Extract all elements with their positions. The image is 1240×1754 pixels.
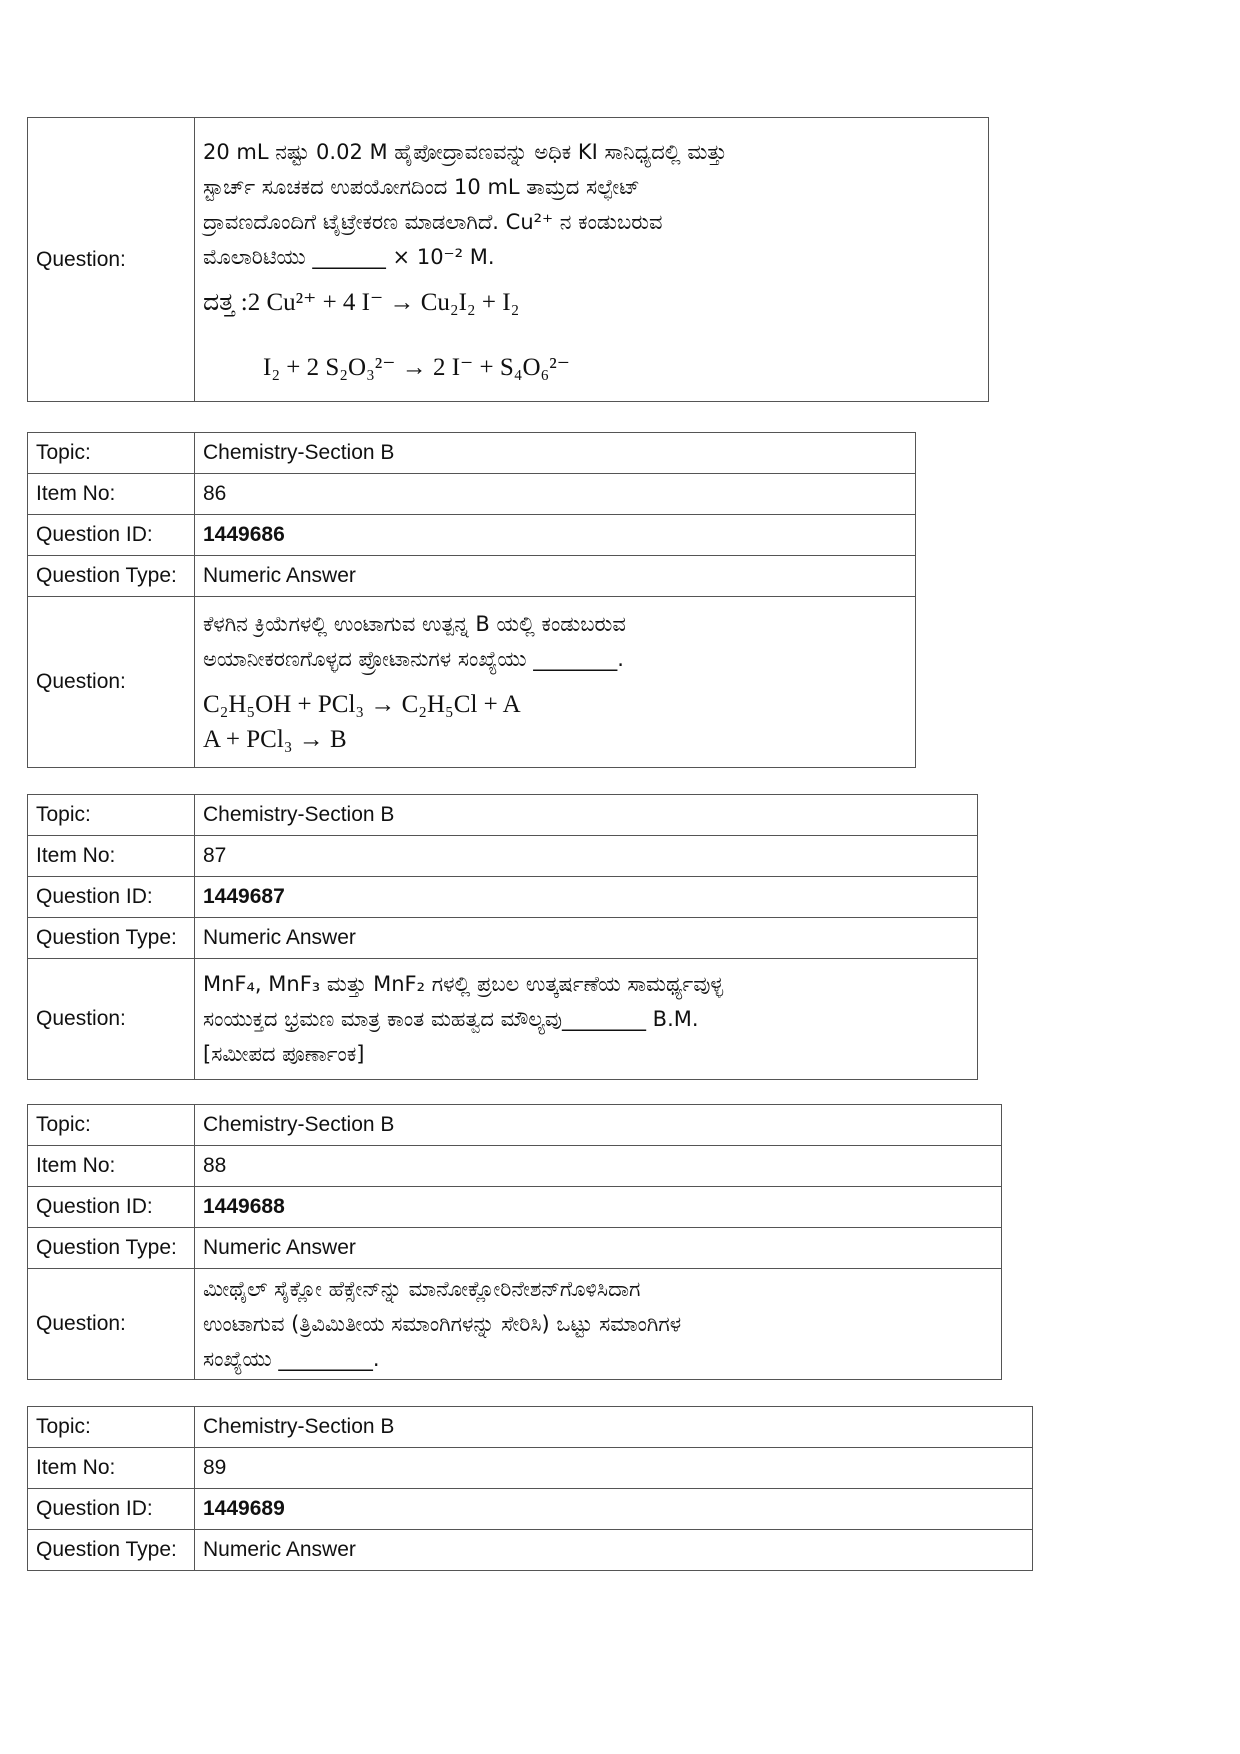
question-type-label: Question Type: — [28, 918, 195, 959]
question-body — [195, 597, 916, 768]
question-id-label: Question ID: — [28, 515, 195, 556]
question-text-line: ದ್ರಾವಣದೊಂದಿಗೆ ಟೈಟ್ರೇಕರಣ ಮಾಡಲಾಗಿದೆ. Cu²⁺ ನ ಕಂಡುಬರುವ — [203, 209, 663, 234]
equation-2: A + PCl₃ → B — [203, 726, 347, 753]
question-id-label: Question ID: — [28, 1489, 195, 1530]
question-id-label: Question ID: — [28, 1187, 195, 1228]
item-no-label: Item No: — [28, 1146, 195, 1187]
topic-value: Chemistry-Section B — [195, 1407, 1033, 1448]
question-88-table — [27, 1104, 1002, 1380]
question-type-label: Question Type: — [28, 1530, 195, 1571]
question-label: Question: — [28, 959, 195, 1080]
topic-value: Chemistry-Section B — [195, 433, 916, 474]
item-no-value: 86 — [195, 474, 916, 515]
question-text-line: ಸಂಯುಕ್ತದ ಭ್ರಮಣ ಮಾತ್ರ ಕಾಂತ ಮಹತ್ವದ ಮೌಲ್ಯವು________ B.M. — [203, 1006, 699, 1031]
question-text-line: ಸ್ಟಾರ್ಚ್ ಸೂಚಕದ ಉಪಯೋಗದಿಂದ 10 mL ತಾಮ್ರದ ಸಲ್ಫೇಟ್ — [203, 174, 640, 199]
question-type-value: Numeric Answer — [195, 1530, 1033, 1571]
question-text-line: 20 mL ನಷ್ಟು 0.02 M ಹೈಪೋದ್ರಾವಣವನ್ನು ಅಧಿಕ KI ಸಾನಿಧ್ಯದಲ್ಲಿ ಮತ್ತು — [203, 139, 727, 164]
question-id-value: 1449689 — [195, 1489, 1033, 1530]
question-type-label: Question Type: — [28, 556, 195, 597]
question-89-table — [27, 1406, 1033, 1571]
question-text-line: ಅಯಾನೀಕರಣಗೊಳ್ಳದ ಪ್ರೋಟಾನುಗಳ ಸಂಖ್ಯೆಯು ________. — [203, 647, 624, 671]
topic-value: Chemistry-Section B — [195, 795, 978, 836]
question-body — [195, 118, 989, 402]
question-body — [195, 1269, 1002, 1380]
topic-label: Topic: — [28, 1407, 195, 1448]
question-type-value: Numeric Answer — [195, 918, 978, 959]
question-label: Question: — [28, 597, 195, 768]
question-text-line: ಉಂಟಾಗುವ (ತ್ರಿವಿಮಿತೀಯ ಸಮಾಂಗಿಗಳನ್ನು ಸೇರಿಸಿ) ಒಟ್ಟು ಸಮಾಂಗಿಗಳ — [203, 1311, 682, 1336]
question-text-line: ಮೊಲಾರಿಟಿಯು _______ × 10⁻² M. — [203, 244, 495, 269]
equation-2: I₂ + 2 S₂O₃²⁻ → 2 I⁻ + S₄O₆²⁻ — [263, 353, 570, 381]
question-id-value: 1449688 — [195, 1187, 1002, 1228]
question-body — [195, 959, 978, 1080]
item-no-label: Item No: — [28, 474, 195, 515]
question-id-value: 1449686 — [195, 515, 916, 556]
question-label: Question: — [28, 118, 195, 402]
item-no-label: Item No: — [28, 836, 195, 877]
item-no-value: 87 — [195, 836, 978, 877]
question-86-table — [27, 432, 916, 768]
question-85-table — [27, 117, 989, 402]
question-text-line: ಸಂಖ್ಯೆಯು _________. — [203, 1346, 380, 1371]
question-type-label: Question Type: — [28, 1228, 195, 1269]
question-type-value: Numeric Answer — [195, 556, 916, 597]
question-id-label: Question ID: — [28, 877, 195, 918]
question-87-table — [27, 794, 978, 1080]
question-type-value: Numeric Answer — [195, 1228, 1002, 1269]
item-no-label: Item No: — [28, 1448, 195, 1489]
topic-label: Topic: — [28, 795, 195, 836]
equation-1: C₂H₅OH + PCl₃ → C₂H₅Cl + A — [203, 691, 521, 718]
item-no-value: 88 — [195, 1146, 1002, 1187]
question-text-line: MnF₄, MnF₃ ಮತ್ತು MnF₂ ಗಳಲ್ಲಿ ಪ್ರಬಲ ಉತ್ಕರ್ಷಣೆಯ ಸಾಮರ್ಥ್ಯವುಳ್ಳ — [203, 971, 724, 996]
topic-label: Topic: — [28, 433, 195, 474]
topic-value: Chemistry-Section B — [195, 1105, 1002, 1146]
question-label: Question: — [28, 1269, 195, 1380]
topic-label: Topic: — [28, 1105, 195, 1146]
question-id-value: 1449687 — [195, 877, 978, 918]
question-text-line: ಮೀಥೈಲ್ ಸೈಕ್ಲೋ ಹೆಕ್ಸೇನ್‌ನ್ನು ಮಾನೋಕ್ಲೋರಿನೇಶನ್‌ಗೊಳಿಸಿದಾಗ — [203, 1276, 641, 1301]
question-text-line: [ಸಮೀಪದ ಪೂರ್ಣಾಂಕ] — [203, 1041, 365, 1066]
item-no-value: 89 — [195, 1448, 1033, 1489]
given-equation: ದತ್ತ :2 Cu²⁺ + 4 I⁻ → Cu₂I₂ + I₂ — [203, 288, 520, 316]
question-text-line: ಕೆಳಗಿನ ಕ್ರಿಯೆಗಳಲ್ಲಿ ಉಂಟಾಗುವ ಉತ್ಪನ್ನ B ಯಲ್ಲಿ ಕಂಡುಬರುವ — [203, 612, 626, 636]
